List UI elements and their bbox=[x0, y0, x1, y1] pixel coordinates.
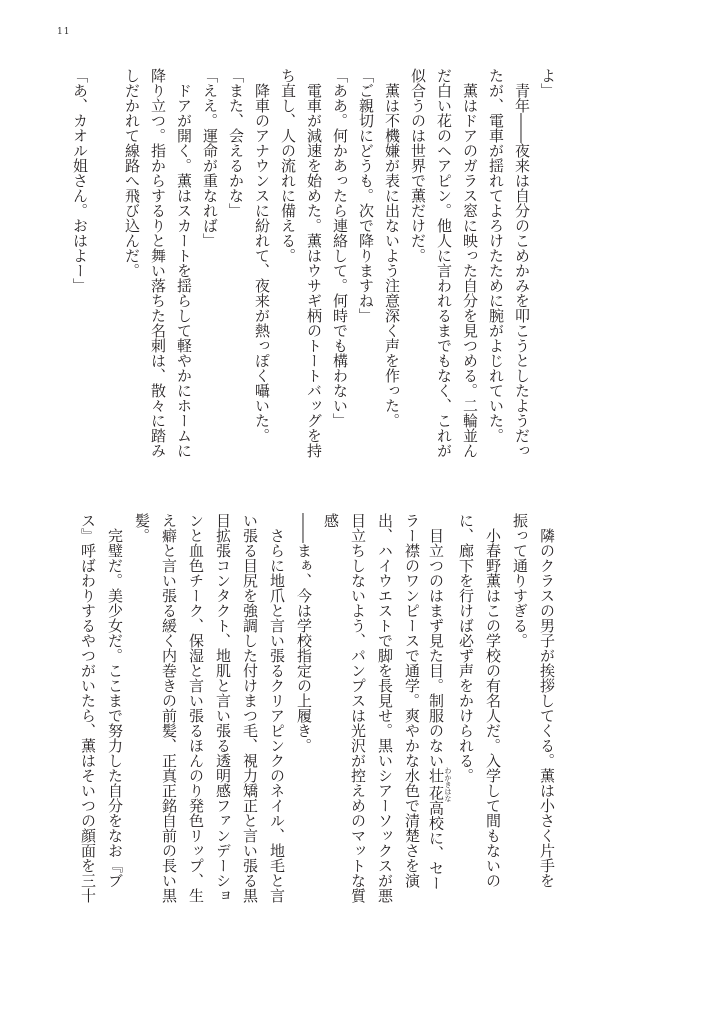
text-column: ――まぁ、今は学校指定の上履き。 bbox=[295, 513, 313, 753]
text-column: 小春野薫はこの学校の有名人だ。入学して間もないの bbox=[484, 513, 502, 888]
text-column: 目拡張コンタクト、地肌と言い張る透明感ファンデーショ bbox=[214, 513, 232, 903]
text-column: 目立ちしないよう、パンプスは光沢が控えめのマットな質 bbox=[349, 513, 367, 903]
text-column: 「ええ。運命が重なれば」 bbox=[201, 68, 219, 248]
text-column: 感 bbox=[322, 513, 340, 528]
text-column: ち直し、人の流れに備える。 bbox=[279, 68, 297, 263]
page-number: 11 bbox=[57, 27, 71, 37]
text-column: 出、ハイウエストで脚を長見せ。黒いシアーソックスが悪 bbox=[376, 513, 394, 903]
text-column: い張る目尻を強調した付けまつ毛、視力矯正と言い張る黒 bbox=[241, 513, 259, 903]
text-column: 「あ、カオル姐さん。おはよー」 bbox=[71, 68, 89, 293]
scene-break-blank-column bbox=[93, 68, 119, 458]
text-column-with-ruby bbox=[425, 513, 452, 903]
text-column: ラー襟のワンピースで通学。爽やかな水色で清楚さを演 bbox=[403, 513, 421, 888]
text-column: だ白い花のヘアピン。他人に言われるまでもなく、これが bbox=[435, 68, 453, 458]
text-column: 青年――夜来は自分のこめかみを叩こうとしたようだっ bbox=[513, 68, 531, 458]
text-column: 「ああ。何かあったら連絡して。何時でも構わない」 bbox=[331, 68, 349, 428]
text-column: たが、電車が揺れてよろけたために腕がよじれていた。 bbox=[487, 68, 505, 443]
text-column: 電車が減速を始めた。薫はウサギ柄のトートバッグを持 bbox=[305, 68, 323, 458]
lower-text-tier bbox=[74, 513, 560, 903]
text-column: 隣のクラスの男子が挨拶してくる。薫は小さく片手を bbox=[538, 513, 556, 888]
text-column: 完璧だ。美少女だ。ここまで努力した自分をなお『ブ bbox=[106, 513, 124, 888]
text-column: 降車のアナウンスに紛れて、夜来が熱っぽく囁いた。 bbox=[253, 68, 271, 443]
text-column: 振って通りすぎる。 bbox=[511, 513, 529, 648]
text-column: 降り立つ。指からするりと舞い落ちた名刺は、散々に踏み bbox=[149, 68, 167, 458]
text-column: ドアが開く。薫はスカートを揺らして軽やかにホームに bbox=[175, 68, 193, 458]
text-column: 薫はドアのガラス窓に映った自分を見つめる。二輪並ん bbox=[461, 68, 479, 458]
ruby-base: 壮花 bbox=[427, 766, 445, 802]
text-column: 薫は不機嫌が表に出ないよう注意深く声を作った。 bbox=[383, 68, 401, 428]
upper-text-tier bbox=[67, 68, 561, 458]
text-column: 「ご親切にどうも。次で降りますね」 bbox=[357, 68, 375, 323]
text-column: に、廊下を行けば必ず声をかけられる。 bbox=[457, 513, 475, 783]
text-column: 髪。 bbox=[133, 513, 151, 543]
text-column: ス』呼ばわりするやつがいたら、薫はそいつの顔面を三十 bbox=[79, 513, 97, 903]
text-column: 似合うのは世界で薫だけだ。 bbox=[409, 68, 427, 263]
ruby-reading: わかきはな bbox=[444, 766, 452, 802]
text-column: ンと血色チーク、保湿と言い張るほんのり発色リップ、生 bbox=[187, 513, 205, 903]
text-column: さらに地爪と言い張るクリアピンクのネイル、地毛と言 bbox=[268, 513, 286, 903]
furigana-ruby bbox=[427, 766, 452, 802]
text-column: よ」 bbox=[539, 68, 557, 98]
text-column: 「また、会えるかな」 bbox=[227, 68, 245, 218]
text-column: しだかれて線路へ飛び込んだ。 bbox=[123, 68, 141, 278]
text-column: え癖と言い張る緩く内巻きの前髪、正真正銘自前の長い黒 bbox=[160, 513, 178, 903]
column-text-before-ruby: 目立つのはまず見た目。制服のない bbox=[427, 513, 445, 768]
column-text-after-ruby: 高校に、セー bbox=[427, 800, 445, 891]
